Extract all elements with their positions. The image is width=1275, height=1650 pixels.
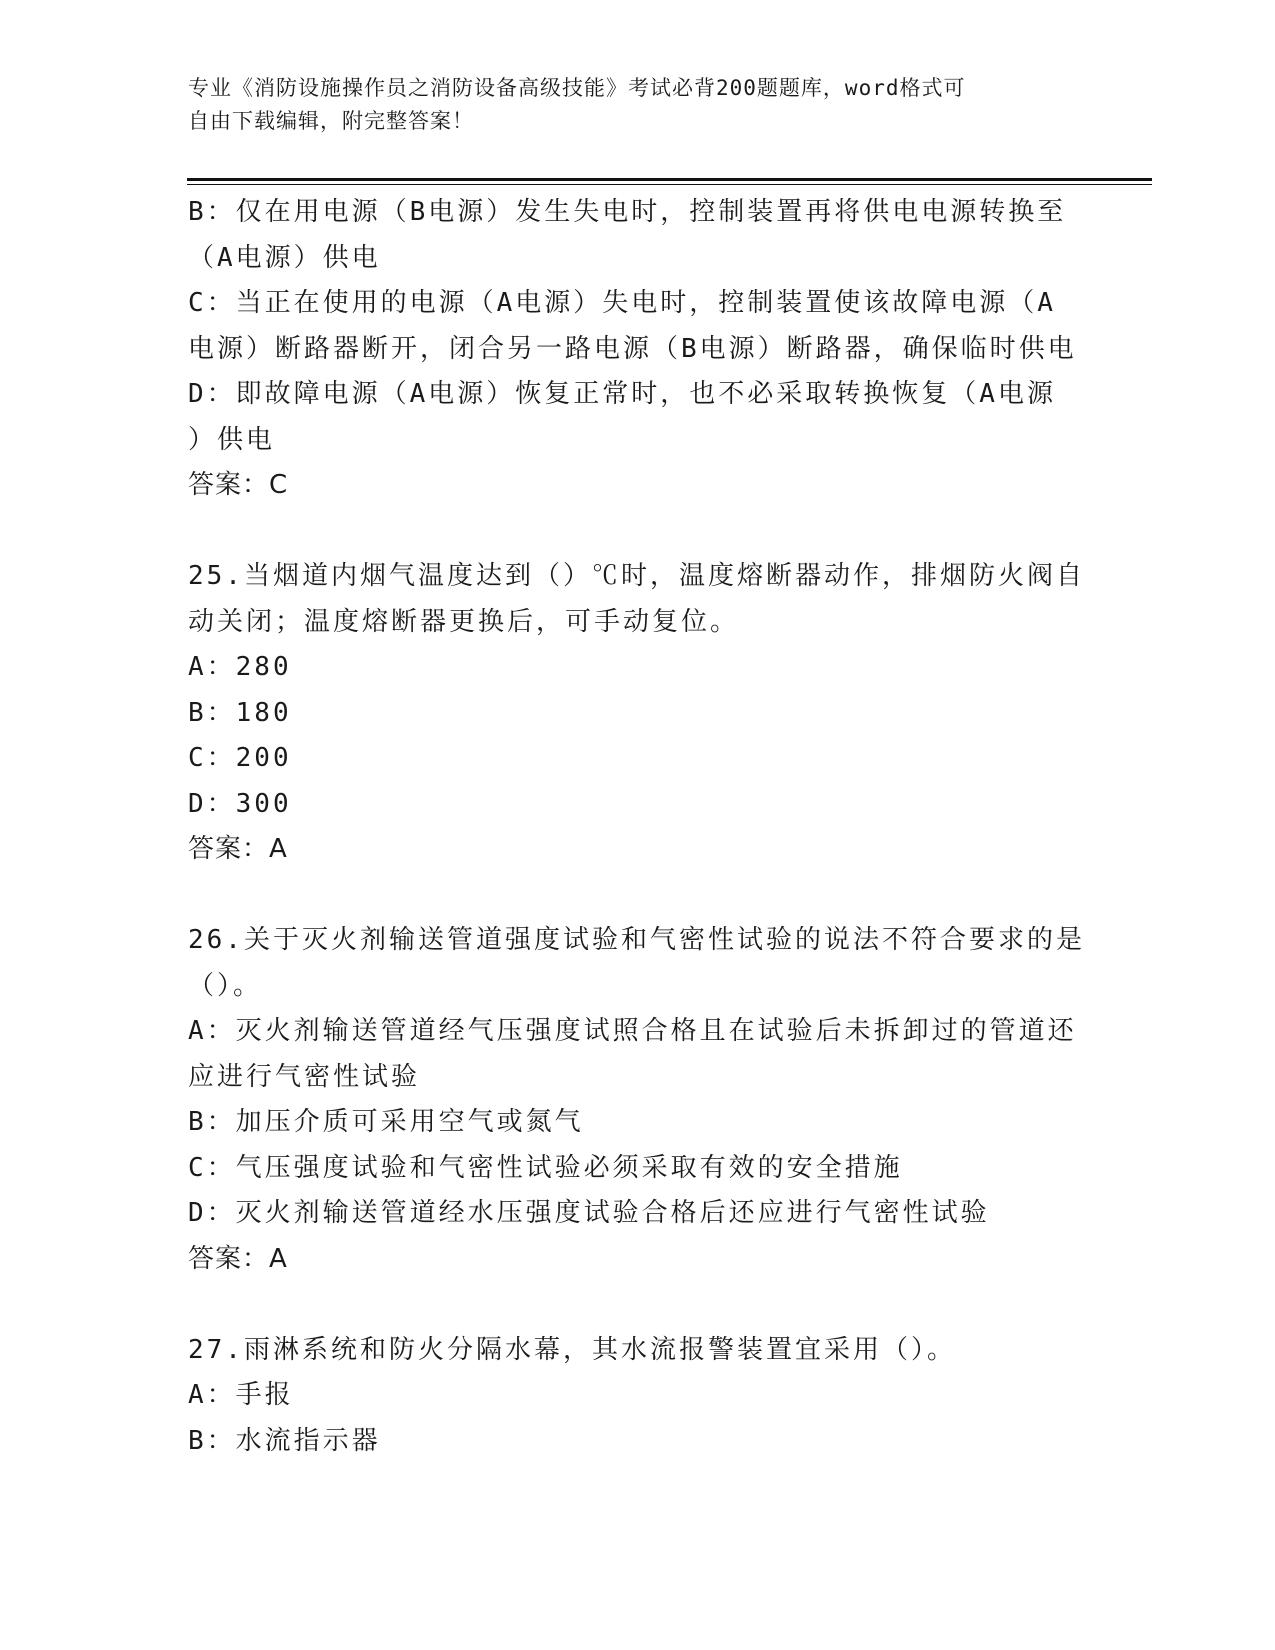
option-d-line-1: D：即故障电源（A电源）恢复正常时，也不必采取转换恢复（A电源 bbox=[188, 379, 1056, 409]
answer-line: 答案：C bbox=[188, 470, 289, 500]
question-stem-line-2: （）。 bbox=[188, 970, 263, 1001]
option-b-line-2: （A电源）供电 bbox=[188, 242, 381, 273]
option-d-line-2: ）供电 bbox=[188, 424, 276, 455]
option-c-line-1: C：当正在使用的电源（A电源）失电时，控制装置使该故障电源（A bbox=[188, 288, 1056, 318]
option-a-line-2: 应进行气密性试验 bbox=[188, 1061, 421, 1092]
question-25 bbox=[188, 554, 1088, 873]
option-a: A：手报 bbox=[188, 1380, 294, 1410]
header-line-2: 自由下载编辑，附完整答案！ bbox=[188, 109, 474, 133]
header-line-1: 专业《消防设施操作员之消防设备高级技能》考试必背200题题库，word格式可 bbox=[188, 76, 966, 100]
question-stem-line-1: 26.关于灭火剂输送管道强度试验和气密性试验的说法不符合要求的是 bbox=[188, 925, 1085, 955]
option-b: B：加压介质可采用空气或氮气 bbox=[188, 1107, 584, 1137]
answer-line: 答案：A bbox=[188, 834, 288, 864]
option-b-line-1: B：仅在用电源（B电源）发生失电时，控制装置再将供电电源转换至 bbox=[188, 197, 1067, 227]
question-stem-line-2: 动关闭；温度熔断器更换后，可手动复位。 bbox=[188, 606, 740, 637]
option-d: D：300 bbox=[188, 788, 292, 819]
spacer bbox=[188, 1282, 1088, 1328]
option-b: B：水流指示器 bbox=[188, 1425, 381, 1456]
question-27 bbox=[188, 1328, 1088, 1465]
option-c-line-2: 电源）断路器断开，闭合另一路电源（B电源）断路器，确保临时供电 bbox=[188, 333, 1077, 364]
question-stem-line-1: 27.雨淋系统和防火分隔水幕，其水流报警装置宜采用（）。 bbox=[188, 1334, 956, 1365]
header-divider-thick bbox=[187, 178, 1152, 181]
option-c: C：200 bbox=[188, 743, 292, 773]
question-stem-line-1: 25.当烟道内烟气温度达到（）℃时，温度熔断器动作，排烟防火阀自 bbox=[188, 561, 1085, 591]
option-c: C：气压强度试验和气密性试验必须采取有效的安全措施 bbox=[188, 1152, 903, 1183]
spacer bbox=[188, 509, 1088, 555]
option-a: A：280 bbox=[188, 652, 292, 682]
option-a-line-1: A：灭火剂输送管道经气压强度试照合格且在试验后未拆卸过的管道还 bbox=[188, 1016, 1077, 1046]
document-header bbox=[188, 72, 1068, 138]
option-d: D：灭火剂输送管道经水压强度试验合格后还应进行气密性试验 bbox=[188, 1198, 990, 1228]
spacer bbox=[188, 873, 1088, 919]
header-divider-thin bbox=[187, 184, 1152, 185]
answer-line: 答案：A bbox=[188, 1243, 288, 1274]
question-24 bbox=[188, 190, 1088, 509]
option-b: B：180 bbox=[188, 697, 292, 728]
question-content bbox=[188, 190, 1088, 1464]
question-26 bbox=[188, 918, 1088, 1282]
